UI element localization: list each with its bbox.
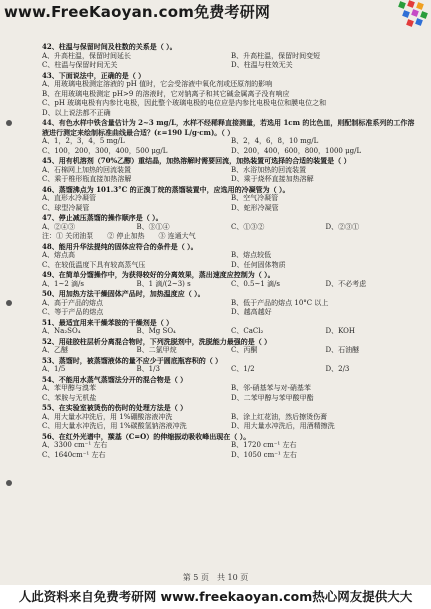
option-row xyxy=(42,251,420,261)
question-stem: 51、最适宜用来干燥苯胺的干燥剂是（ ） xyxy=(42,317,174,327)
option-row xyxy=(42,451,420,461)
question-47 xyxy=(42,213,420,242)
option-b: B、1720 cm⁻¹ 左右 xyxy=(231,441,297,449)
option-b: B、升高柱温，保留时间变短 xyxy=(231,51,321,60)
option-a: A、升高柱温，保留时间延长 xyxy=(42,51,132,60)
question-50 xyxy=(42,289,420,318)
question-46 xyxy=(42,185,420,214)
option-d: D、任何固体物质 xyxy=(231,260,286,269)
option-b: B、在用玻璃电极测定 pH>9 的溶液时，它对钠离子和其它碱金属离子没有响应 xyxy=(42,89,290,98)
question-stem: 52、用硅胶柱层析分离混合物时，下列洗脱剂中，洗脱能力最强的是（ ） xyxy=(42,336,272,346)
question-stem: 49、在简单分馏操作中，为获得较好的分离效果，蒸出速度应控制为（ ）。 xyxy=(42,270,275,279)
option-c: C、丙酮 xyxy=(231,346,258,354)
option-d: D、2/3 xyxy=(325,365,350,373)
option-a: A、高于产品的熔点 xyxy=(42,298,104,307)
option-d: D、不必考虑 xyxy=(325,279,367,288)
option-row xyxy=(42,52,420,62)
option-c: C、用大量水冲洗后，用 1%碳酸氢钠溶液冲洗 xyxy=(42,422,187,430)
question-45 xyxy=(42,156,420,185)
question-stem: 44、有色水样中铁含量估计为 2~3 mg/L，水样不经稀释直接测量，若选用 1cm 的比色皿，则配制标准系列的工作溶液进行测定来绘制标准曲线最合适？(ε=190 L/g·cm)。（ ） xyxy=(42,118,415,137)
question-stem: 56、在红外光谱中，羰基（C=O）的伸缩振动吸收峰出现在（ ）。 xyxy=(42,431,251,441)
option-d: D、以上说法都不正确 xyxy=(42,108,111,117)
option-c: C、等于产品的熔点 xyxy=(42,308,104,316)
option-a: A、用大量水冲洗后，用 1%硼酸溶液冲洗 xyxy=(42,412,173,421)
option-d: D、②③① xyxy=(325,222,360,231)
option-c: C、1640cm⁻¹ 左右 xyxy=(42,450,106,459)
option-a: A、石棉网上加热的回流装置 xyxy=(42,165,132,174)
question-49 xyxy=(42,270,420,289)
option-row xyxy=(42,175,420,185)
option-b: B、空气冷凝管 xyxy=(231,194,279,202)
option-a: A、熔点高 xyxy=(42,251,76,259)
question-56 xyxy=(42,432,420,461)
site-logo-icon xyxy=(377,0,429,34)
option-c: C、在较低温度下具有较高蒸气压 xyxy=(42,260,146,269)
question-55 xyxy=(42,403,420,432)
binding-hole-mark xyxy=(6,120,12,126)
option-b: B、③①④ xyxy=(136,222,170,231)
option-d: D、柱温与柱效无关 xyxy=(231,61,293,69)
option-b: B、1/3 xyxy=(136,365,160,373)
question-stem: 46、蒸馏沸点为 101.3°C 的正溴丁烷的蒸馏装置中，应选用的冷凝管为（ ）。 xyxy=(42,184,290,194)
binding-hole-mark xyxy=(6,480,12,486)
question-52 xyxy=(42,337,420,356)
question-stem: 50、用加热方法干燥固体产品时，加热温度应（ ）。 xyxy=(42,289,205,298)
option-c: C、①③② xyxy=(231,222,265,231)
option-c: C、0.5~1 滴/s xyxy=(231,279,280,288)
option-c: C、CaCl₂ xyxy=(231,327,264,335)
option-c: C、100，200，300，400，500 μg/L xyxy=(42,146,168,155)
option-a: A、直形水冷凝管 xyxy=(42,194,97,202)
option-row xyxy=(42,299,420,309)
footer-banner: 人此资料来自免费考研网 www.freekaoyan.com热心网友提供大大 xyxy=(0,585,431,609)
question-53 xyxy=(42,356,420,375)
question-48 xyxy=(42,242,420,271)
option-c: C、pH 玻璃电极有内参比电极，因此整个玻璃电极的电位应是内参比电极电位和膜电位之和 xyxy=(42,99,327,107)
option-d: D、200，400，600，800，1000 μg/L xyxy=(231,146,362,155)
option-a: A、用玻璃电极测定溶液的 pH 值时，它会受溶液中氧化剂或还原剂的影响 xyxy=(42,80,273,88)
option-d: D、乘于烧杯直接加热溶解 xyxy=(231,175,314,183)
option-a: A、1/5 xyxy=(42,365,66,373)
option-c: C、苯胺与无机盐 xyxy=(42,393,97,402)
option-a: A、1~2 滴/s xyxy=(42,279,85,288)
option-c: C、球型冷凝管 xyxy=(42,203,90,212)
option-row xyxy=(42,261,420,271)
option-row xyxy=(42,194,420,204)
option-row xyxy=(42,137,420,147)
option-b: B、水浴加热的回流装置 xyxy=(231,165,307,174)
option-c: C、乘于椎形瓶直接加热溶解 xyxy=(42,175,132,183)
option-d: D、1050 cm⁻¹ 左右 xyxy=(231,450,297,459)
question-stem: 45、用有机溶剂（70%乙醇）重结晶，加热溶解时需要回流，加热装置可选择的合适的装置是（ ） xyxy=(42,156,351,165)
page-number: 第 5 页 共 10 页 xyxy=(182,573,249,582)
question-stem: 48、能用升华法提纯的固体应符合的条件是（ ）。 xyxy=(42,241,198,251)
option-b: B、涂上红花油，然后擦烫伤膏 xyxy=(231,412,328,421)
option-row xyxy=(42,422,420,432)
option-row xyxy=(42,413,420,423)
option-b: B、熔点较低 xyxy=(231,251,272,259)
option-row xyxy=(42,308,420,318)
option-d: D、越高越好 xyxy=(231,308,272,316)
question-44 xyxy=(42,118,420,156)
option-a: A、乙醚 xyxy=(42,346,69,354)
option-row xyxy=(42,61,420,71)
option-row xyxy=(42,365,420,375)
option-a: A、Na₂SO₄ xyxy=(42,327,81,335)
question-43 xyxy=(42,71,420,119)
option-d: D、蛇形冷凝管 xyxy=(231,203,279,212)
option-c: C、1/2 xyxy=(231,365,255,373)
option-d: D、用大量水冲洗后，用酒精擦洗 xyxy=(231,422,335,430)
question-stem: 54、不能用水蒸气蒸馏法分开的混合物是（ ） xyxy=(42,374,188,384)
option-b: B、Mg SO₄ xyxy=(136,327,176,335)
option-row xyxy=(42,394,420,404)
question-51 xyxy=(42,318,420,337)
question-stem: 42、柱温与保留时间及柱数的关系是（ ）。 xyxy=(42,42,177,51)
option-row xyxy=(42,384,420,394)
question-list xyxy=(42,42,420,570)
question-42 xyxy=(42,42,420,71)
option-d: D、石油醚 xyxy=(325,346,360,354)
option-a: A、1，2，3，4，5 mg/L xyxy=(42,137,125,145)
question-stem: 47、停止减压蒸馏的操作顺序是（ ）。 xyxy=(42,213,163,222)
question-note: 注：① 关闭油泵 ② 停止加热 ③ 连通大气 xyxy=(42,232,196,240)
question-stem: 53、蒸馏时，被蒸馏液体的量不应少于圆底瓶容积的（ ） xyxy=(42,355,223,365)
option-row xyxy=(42,327,420,337)
option-row xyxy=(42,441,420,451)
option-row xyxy=(42,346,420,356)
option-a: A、3300 cm⁻¹ 左右 xyxy=(42,441,108,449)
option-a: A、②④③ xyxy=(42,222,76,231)
option-d: D、二苯甲醇与苯甲酸甲酯 xyxy=(231,393,314,402)
option-d: D、KOH xyxy=(325,327,355,335)
option-row xyxy=(42,280,420,290)
option-row xyxy=(42,147,420,157)
option-b: B、二氯甲烷 xyxy=(136,346,177,354)
option-b: B、邻-硝基苯与对-硝基苯 xyxy=(231,384,311,392)
question-stem: 43、下面说法中，正确的是（ ） xyxy=(42,70,146,80)
option-a: A、苯甲醇与溴苯 xyxy=(42,384,97,392)
site-header: www.FreeKaoyan.com免费考研网 xyxy=(4,3,271,21)
option-b: B、低于产品的熔点 10°C 以上 xyxy=(231,298,329,307)
option-row xyxy=(42,166,420,176)
option-b: B、2，4，6，8，10 mg/L xyxy=(231,137,319,145)
option-c: C、柱温与保留时间无关 xyxy=(42,61,118,69)
question-stem: 55、在实验室被烫伤的伤时的处理方法是（ ） xyxy=(42,403,188,412)
question-54 xyxy=(42,375,420,404)
binding-hole-mark xyxy=(6,300,12,306)
option-row xyxy=(42,223,420,233)
option-b: B、1 滴/(2~3) s xyxy=(136,279,191,288)
option-row xyxy=(42,204,420,214)
